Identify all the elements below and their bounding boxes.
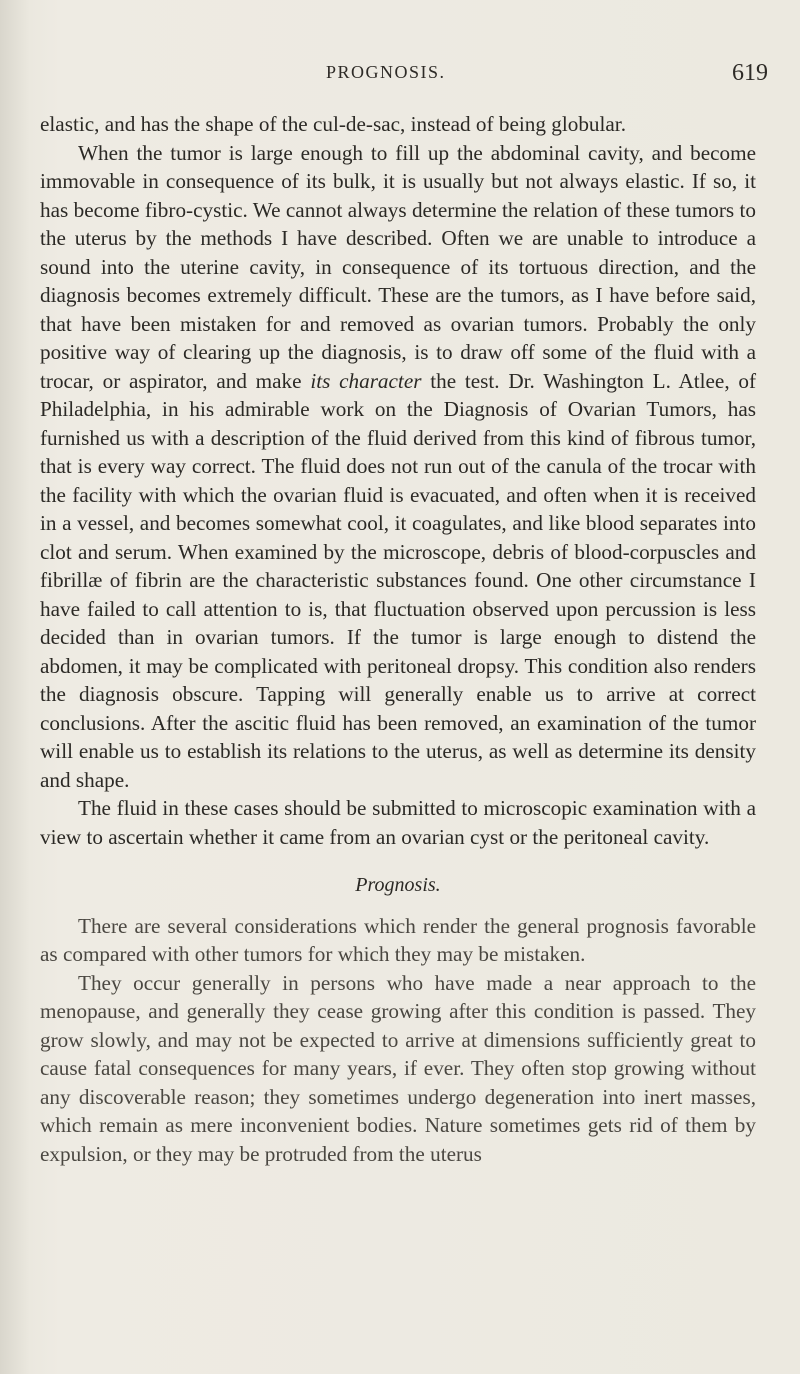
- paragraph-prognosis-intro: There are several considerations which render the general prognosis favorable as compared with other tumors for which they may be mistaken.: [40, 913, 756, 966]
- paragraph-fibrocystic: [40, 139, 756, 795]
- section-heading: Prognosis.: [355, 874, 441, 896]
- paragraph-text: When the tumor is large enough to fill up the abdominal cavity, and become immovable in consequence of its bulk, it is usually but not always elastic. If so, it has become fibro-cystic. We cannot always determine the relation of these tumors to the uterus by the methods I have described. Often we are unable to introduce a sound into the uterine cavity, in consequence of its tortuous direction, and the diagnosis becomes extremely difficult. These are the tumors, as I have before said, that have been mistaken for and removed as ovarian tumors. Probably the only positive way of clearing up the diagnosis, is to draw off some of the fluid with a trocar, or aspirator, and make: [40, 140, 756, 393]
- italic-phrase: its character: [310, 368, 422, 393]
- paragraph-prognosis-detail: They occur generally in persons who have made a near approach to the menopause, and generally they cease growing after this condition is passed. They grow slowly, and may not be expected to arrive at dimensions sufficiently great to cause fatal consequences for many years, if ever. They often stop growing without any discoverable reason; they sometimes undergo degeneration into inert masses, which remain as mere inconvenient bodies. Nature sometimes gets rid of them by expulsion, or they may be protruded from the uterus: [40, 970, 756, 1166]
- paragraph-continuation: elastic, and has the shape of the cul-de-sac, instead of being globular.: [40, 112, 626, 136]
- paragraph-text-continued: the test. Dr. Washington L. Atlee, of Philadelphia, in his admirable work on the Diagnosis of Ovarian Tumors, has furnished us with a description of the fluid derived from this kind of fibrous tumor, that is every way correct. The fluid does not run out of the canula of the trocar with the facility with which the ovarian fluid is evacuated, and often when it is received in a vessel, and becomes somewhat cool, it coagulates, and like blood separates into clot and serum. When examined by the microscope, debris of blood-corpuscles and fibrillæ of fibrin are the characteristic substances found. One other circumstance I have failed to call attention to is, that fluctuation observed upon percussion is less decided than in ovarian tumors. If the tumor is large enough to distend the abdomen, it may be complicated with peritoneal dropsy. This condition also renders the diagnosis obscure. Tapping will generally enable us to arrive at correct conclusions. After the ascitic fluid has been removed, an examination of the tumor will enable us to establish its relations to the uterus, as well as determine its density and shape.: [40, 368, 757, 792]
- body-text: [40, 110, 756, 1168]
- paragraph-fluid-exam: The fluid in these cases should be submitted to microscopic examination with a view to ascertain whether it came from an ovarian cyst or the peritoneal cavity.: [40, 796, 756, 849]
- running-title: PROGNOSIS.: [326, 62, 446, 82]
- page-number: 619: [732, 60, 768, 86]
- running-head: [0, 60, 800, 90]
